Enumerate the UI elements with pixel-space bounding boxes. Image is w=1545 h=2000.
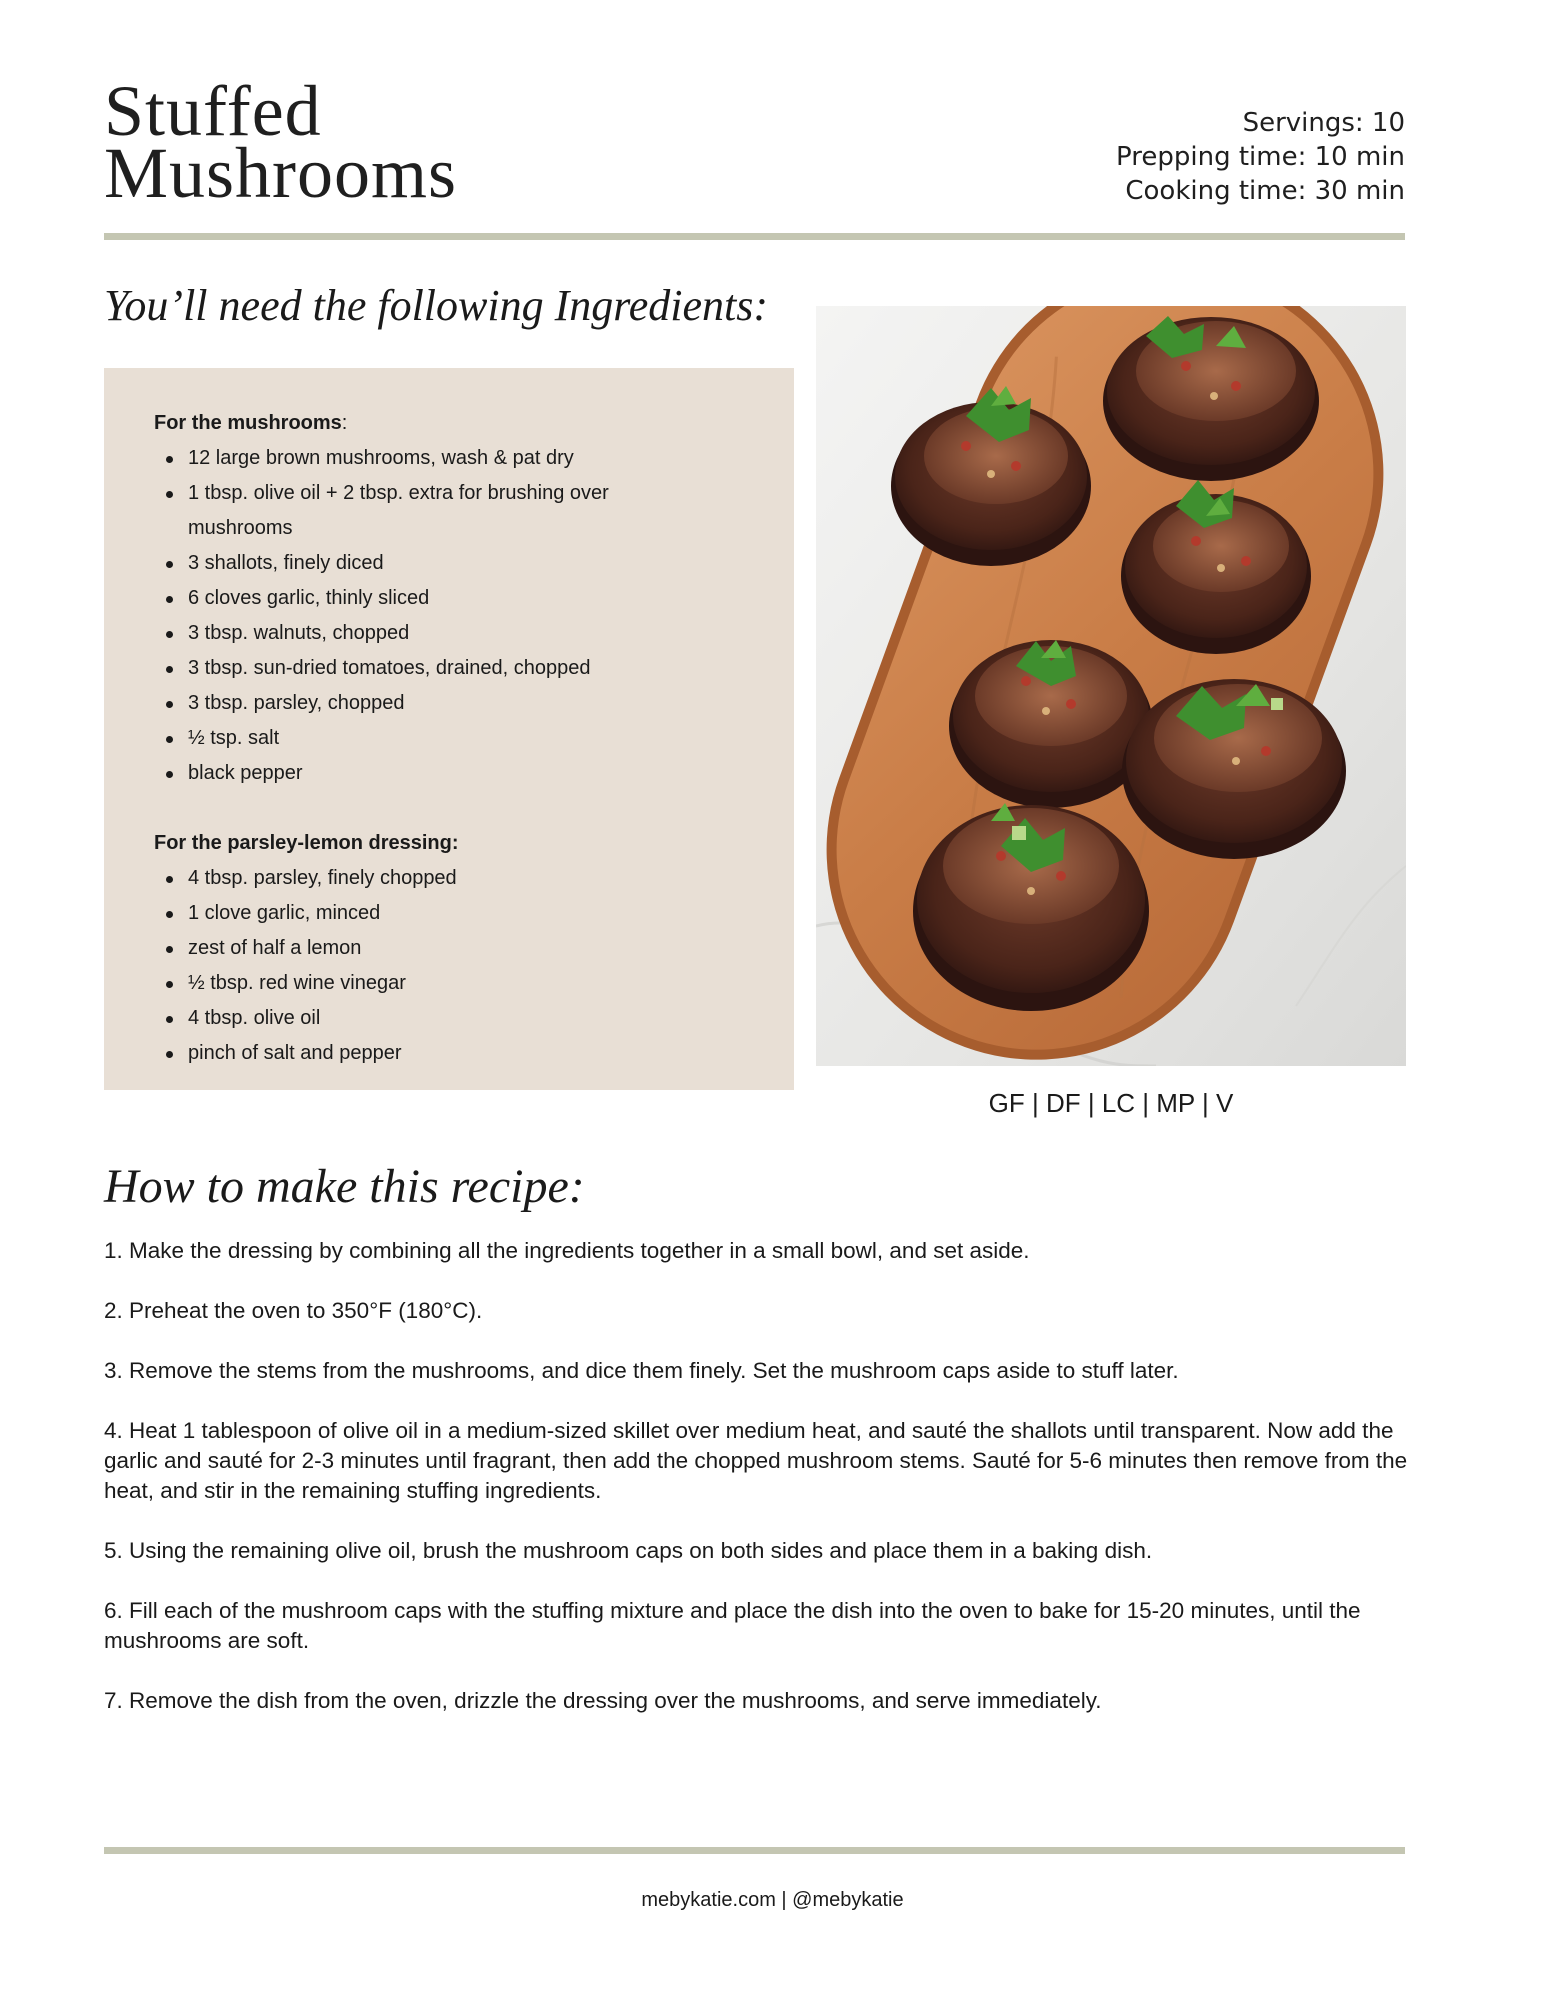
method-steps (104, 1236, 1414, 1746)
list-item: 3 tbsp. sun-dried tomatoes, drained, chopped (154, 651, 674, 686)
list-item: 4 tbsp. olive oil (154, 1001, 674, 1036)
recipe-title-line2: Mushrooms (104, 133, 458, 213)
recipe-title-line1: Stuffed (104, 71, 322, 151)
method-step: 7. Remove the dish from the oven, drizzle the dressing over the mushrooms, and serve immediately. (104, 1688, 1102, 1713)
method-step: 6. Fill each of the mushroom caps with the stuffing mixture and place the dish into the oven to bake for 15-20 minutes, until the mushrooms are soft. (104, 1598, 1361, 1653)
ingredients-heading: You’ll need the following Ingredients: (104, 281, 769, 330)
mushrooms-group-title-colon: : (341, 412, 348, 434)
list-item: zest of half a lemon (154, 931, 674, 966)
list-item: ½ tbsp. red wine vinegar (154, 966, 674, 1001)
list-item: 3 tbsp. parsley, chopped (154, 686, 674, 721)
list-item: 4 tbsp. parsley, finely chopped (154, 861, 674, 896)
recipe-photo (816, 306, 1406, 1066)
mushrooms-group-title-text: For the mushrooms (154, 412, 342, 434)
dressing-group-title (154, 825, 774, 861)
list-item: pinch of salt and pepper (154, 1036, 674, 1071)
stuffed-mushroom (1103, 316, 1319, 481)
method-step: 1. Make the dressing by combining all the ingredients together in a small bowl, and set aside. (104, 1238, 1030, 1263)
recipe-title (104, 71, 458, 213)
list-item: black pepper (154, 756, 674, 791)
list-item: 3 tbsp. walnuts, chopped (154, 616, 674, 651)
diet-tags: GF | DF | LC | MP | V (988, 1088, 1234, 1118)
method-step: 4. Heat 1 tablespoon of olive oil in a medium-sized skillet over medium heat, and sauté the shallots until transparent. Now add the garlic and sauté for 2-3 minutes until fragrant, then add the chopped mushroom stems. Sauté for 5-6 minutes then remove from the heat, and stir in the remaining stuffing ingredients. (104, 1418, 1408, 1503)
method-heading: How to make this recipe: (104, 1160, 585, 1213)
recipe-meta (1116, 106, 1405, 208)
list-item: ½ tsp. salt (154, 721, 674, 756)
list-item: 1 tbsp. olive oil + 2 tbsp. extra for brushing over mushrooms (154, 476, 674, 546)
list-item: 6 cloves garlic, thinly sliced (154, 581, 674, 616)
list-item: 12 large brown mushrooms, wash & pat dry (154, 441, 674, 476)
ingredients-panel (104, 368, 794, 1090)
method-step: 5. Using the remaining olive oil, brush the mushroom caps on both sides and place them in a baking dish. (104, 1538, 1153, 1563)
method-step: 2. Preheat the oven to 350°F (180°C). (104, 1298, 483, 1323)
mushrooms-ingredient-list (154, 441, 774, 791)
dressing-group-title-text: For the parsley-lemon dressing: (154, 832, 459, 854)
footer-divider (104, 1847, 1405, 1854)
list-item: 3 shallots, finely diced (154, 546, 674, 581)
mushrooms-group-title (154, 405, 774, 441)
stuffed-mushroom (949, 640, 1153, 808)
cook-time: Cooking time: 30 min (1125, 176, 1405, 206)
stuffed-mushroom (1122, 679, 1346, 859)
method-step: 3. Remove the stems from the mushrooms, and dice them finely. Set the mushroom caps aside to stuff later. (104, 1358, 1179, 1383)
footer-credits: mebykatie.com | @mebykatie (641, 1889, 904, 1911)
servings: Servings: 10 (1242, 108, 1405, 138)
list-item: 1 clove garlic, minced (154, 896, 674, 931)
header-divider (104, 233, 1405, 240)
prep-time: Prepping time: 10 min (1116, 142, 1405, 172)
dressing-ingredient-list (154, 861, 774, 1071)
